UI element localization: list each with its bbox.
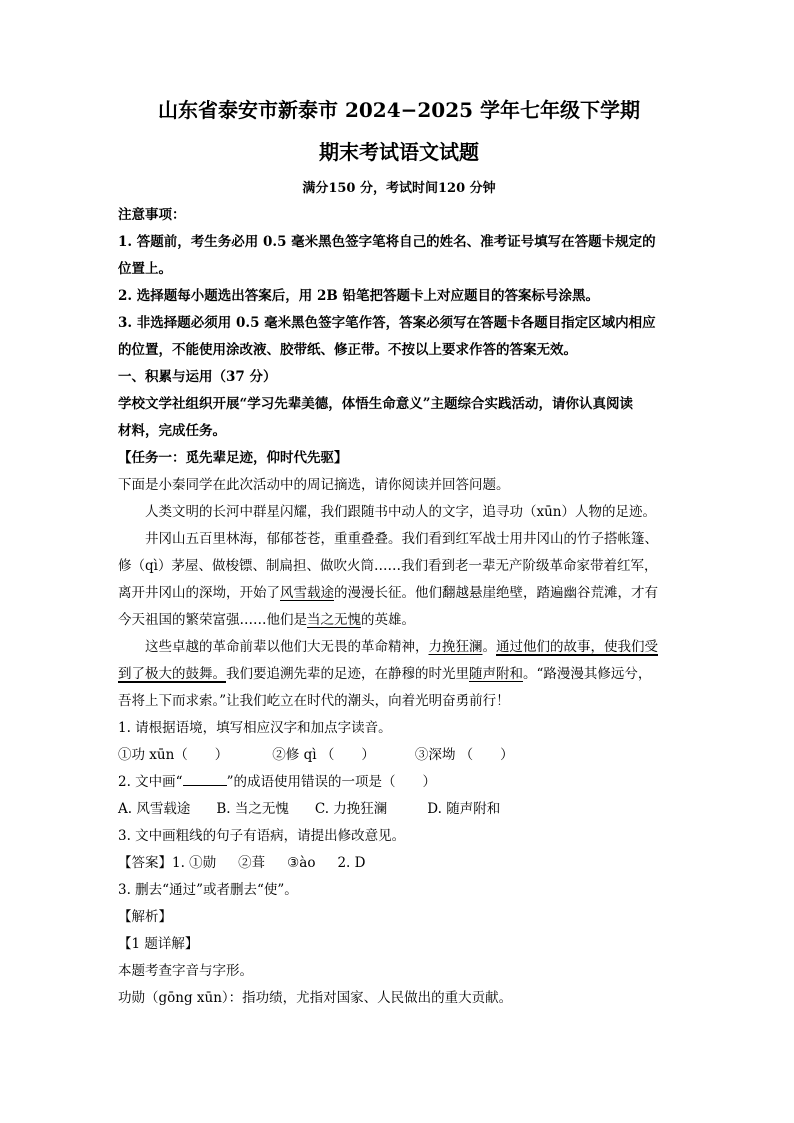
passage-p2-line4 <box>118 607 680 634</box>
underlined-idiom-2: 当之无愧 <box>307 612 361 628</box>
answer-4: 2. D <box>337 855 366 871</box>
text-run: 。 <box>482 639 496 655</box>
text-run: 这些卓越的革命前辈以他们大无畏的革命精神， <box>145 639 429 655</box>
passage-p2-line3 <box>118 580 680 607</box>
answer-2: ②葺 <box>238 855 266 871</box>
answer-label: 【答案】 <box>118 855 172 871</box>
text-run: 2. 文中画“ <box>118 774 183 790</box>
question-2-options <box>118 796 680 823</box>
text-run: 离开井冈山的深坳，开始了 <box>118 585 280 601</box>
answer-1: 1. ①勋 <box>172 855 217 871</box>
answer-line-2: 3. 删去“通过”或者删去“使”。 <box>118 882 298 898</box>
text-run: 的漫漫长征。他们翻越悬崖绝壁，踏遍幽谷荒滩，才有 <box>334 585 658 601</box>
notice-item-1a: 1. 答题前，考生务必用 0.5 毫米黑色签字笔将自己的姓名、准考证号填写在答题卡规定的 <box>118 234 656 250</box>
option-a: A. 风雪载途 <box>118 801 191 817</box>
underlined-idiom-4: 随声附和 <box>469 666 523 682</box>
passage-p2-line2: 修（qì）茅屋、做梭镖、制扁担、做吹火筒……我们看到老一辈无产阶级革命家带着红军， <box>118 558 658 574</box>
passage-p3-line1 <box>118 634 680 661</box>
analysis-label: 【解析】 <box>118 909 172 925</box>
exam-title-line2: 期末考试语文试题 <box>319 140 479 164</box>
text-run: 的英雄。 <box>361 612 415 628</box>
text-run: ”的成语使用错误的一项是（ ） <box>226 774 436 790</box>
notice-item-3b: 的位置，不能使用涂改液、胶带纸、修正带。不按以上要求作答的答案无效。 <box>118 342 577 358</box>
detail-heading: 【1 题详解】 <box>118 936 199 952</box>
option-d: D. 随声附和 <box>427 801 501 817</box>
intro-line-b: 材料，完成任务。 <box>118 423 226 439</box>
answer-line <box>118 850 680 877</box>
exam-title-line1: 山东省泰安市新泰市 2024−2025 学年七年级下学期 <box>157 98 640 122</box>
underline-blank <box>183 773 227 786</box>
section-heading: 一、积累与运用（37 分） <box>118 369 277 385</box>
notice-heading: 注意事项： <box>118 207 186 223</box>
question-1: 1. 请根据语境，填写相应汉字和加点字读音。 <box>118 720 392 736</box>
text-run: 我们要追溯先辈的足迹，在静穆的时光里 <box>226 666 469 682</box>
reading-lead: 下面是小秦同学在此次活动中的周记摘选，请你阅读并回答问题。 <box>118 477 510 493</box>
q1-option-2: ②修 qì （ ） <box>272 747 375 763</box>
option-c: C. 力挽狂澜 <box>314 801 388 817</box>
text-run: 今天祖国的繁荣富强……他们是 <box>118 612 307 628</box>
underlined-idiom-1: 风雪载途 <box>280 585 334 601</box>
bold-underlined-sentence-part2: 到了极大的鼓舞。 <box>118 666 226 682</box>
passage-p3-line3: 吾将上下而求索。”让我们屹立在时代的潮头，向着光明奋勇前行！ <box>118 693 510 709</box>
underlined-idiom-3: 力挽狂澜 <box>428 639 483 655</box>
intro-line-a: 学校文学社组织开展“学习先辈美德，体悟生命意义”主题综合实践活动，请你认真阅读 <box>118 396 634 412</box>
passage-p3-line2 <box>118 661 680 688</box>
bold-underlined-sentence-part1: 通过他们的故事，使我们受 <box>496 639 658 655</box>
q1-option-3: ③深坳 （ ） <box>414 747 514 763</box>
notice-item-1b: 位置上。 <box>118 261 172 277</box>
notice-item-2: 2. 选择题每小题选出答案后，用 2B 铅笔把答题卡上对应题目的答案标号涂黑。 <box>118 288 599 304</box>
question-2 <box>118 769 680 796</box>
document-page <box>118 96 680 1012</box>
passage-p1: 人类文明的长河中群星闪耀，我们跟随书中动人的文字，追寻功（xūn）人物的足迹。 <box>145 504 657 520</box>
option-b: B. 当之无愧 <box>216 801 289 817</box>
notice-item-3a: 3. 非选择题必须用 0.5 毫米黑色签字笔作答，答案必须写在答题卡各题目指定区域内相应 <box>118 315 656 331</box>
gongxun-explanation: 功勋（gōng xūn）：指功绩，尤指对国家、人民做出的重大贡献。 <box>118 990 513 1006</box>
answer-3: ③ào <box>287 855 316 871</box>
exam-meta: 满分150 分，考试时间120 分钟 <box>302 181 496 196</box>
question-3: 3. 文中画粗线的句子有语病，请提出修改意见。 <box>118 828 406 844</box>
task-heading: 【任务一：觅先辈足迹，仰时代先驱】 <box>118 450 348 466</box>
question-1-options <box>118 742 680 769</box>
text-run: 。“路漫漫其修远兮， <box>523 666 652 682</box>
q1-option-1: ①功 xūn（ ） <box>118 747 229 763</box>
detail-text: 本题考查字音与字形。 <box>118 963 253 979</box>
passage-p2-line1: 井冈山五百里林海，郁郁苍苍，重重叠叠。我们看到红军战士用井冈山的竹子搭帐篷、 <box>145 531 658 547</box>
